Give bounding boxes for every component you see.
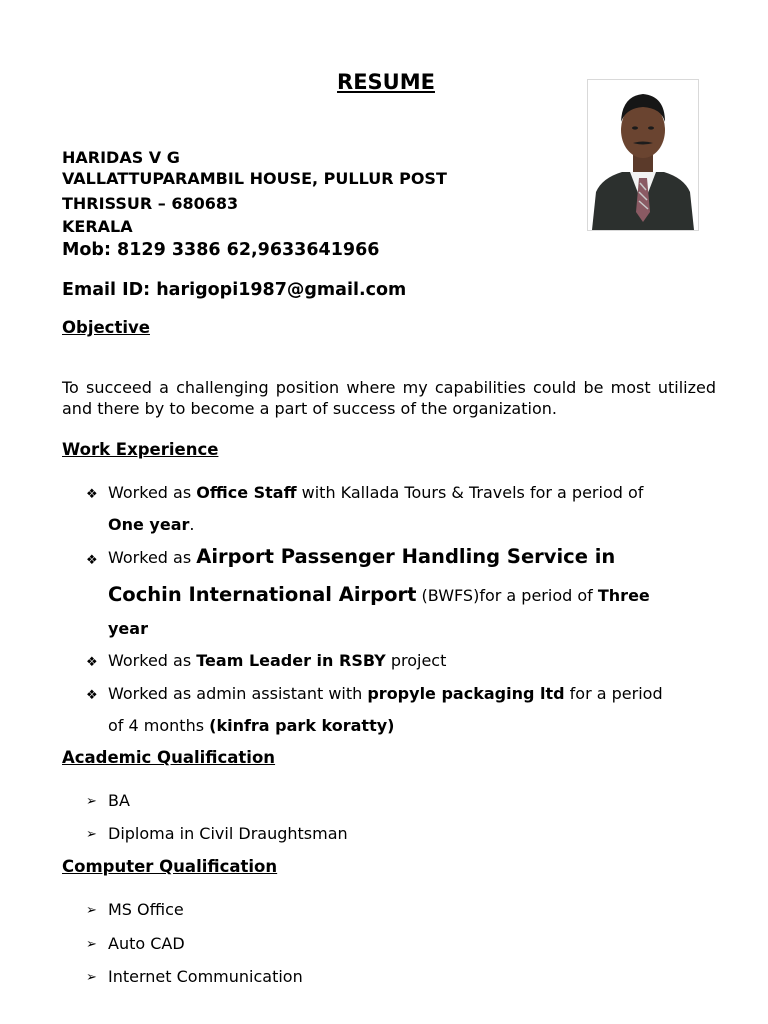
- candidate-name: HARIDAS V G: [62, 148, 180, 167]
- arrow-bullet-icon: ➢: [86, 903, 97, 918]
- arrow-bullet-icon: ➢: [86, 937, 97, 952]
- computer-heading: Computer Qualification: [62, 857, 278, 876]
- address-line-2: THRISSUR – 680683: [62, 194, 239, 213]
- work-item-4-line-1: Worked as admin assistant with propyle packaging ltd for a period: [108, 684, 663, 703]
- computer-item: Internet Communication: [108, 967, 303, 986]
- objective-heading: Objective: [62, 318, 150, 337]
- bullet-icon: ❖: [86, 688, 98, 703]
- academic-item: Diploma in Civil Draughtsman: [108, 824, 348, 843]
- profile-photo-illustration: [588, 80, 698, 230]
- work-item-2-line-1: Worked as Airport Passenger Handling Service in: [108, 545, 616, 568]
- academic-item: BA: [108, 791, 130, 810]
- mobile-number: Mob: 8129 3386 62,9633641966: [62, 240, 380, 260]
- arrow-bullet-icon: ➢: [86, 970, 97, 985]
- address-state: KERALA: [62, 217, 133, 236]
- arrow-bullet-icon: ➢: [86, 794, 97, 809]
- resume-title: RESUME: [337, 70, 435, 94]
- bullet-icon: ❖: [86, 553, 98, 568]
- academic-heading: Academic Qualification: [62, 748, 276, 767]
- objective-text: To succeed a challenging position where my capabilities could be most utilized and there by to become a part of success of the organization.: [62, 378, 716, 418]
- work-item-4-line-2: of 4 months (kinfra park koratty): [108, 716, 395, 735]
- computer-item: Auto CAD: [108, 934, 185, 953]
- bullet-icon: ❖: [86, 655, 98, 670]
- bullet-icon: ❖: [86, 487, 98, 502]
- work-experience-heading: Work Experience: [62, 440, 219, 459]
- profile-photo: [587, 79, 699, 231]
- address-line-1: VALLATTUPARAMBIL HOUSE, PULLUR POST: [62, 169, 447, 188]
- work-item-1-line-1: Worked as Office Staff with Kallada Tours & Travels for a period of: [108, 483, 644, 502]
- work-item-2-line-2: Cochin International Airport (BWFS)for a period of Three: [108, 583, 650, 606]
- work-item-2-line-3: year: [108, 619, 148, 638]
- arrow-bullet-icon: ➢: [86, 827, 97, 842]
- work-item-1-line-2: One year.: [108, 515, 195, 534]
- email-id: Email ID: harigopi1987@gmail.com: [62, 280, 407, 300]
- work-item-3-line-1: Worked as Team Leader in RSBY project: [108, 651, 447, 670]
- computer-item: MS Office: [108, 900, 184, 919]
